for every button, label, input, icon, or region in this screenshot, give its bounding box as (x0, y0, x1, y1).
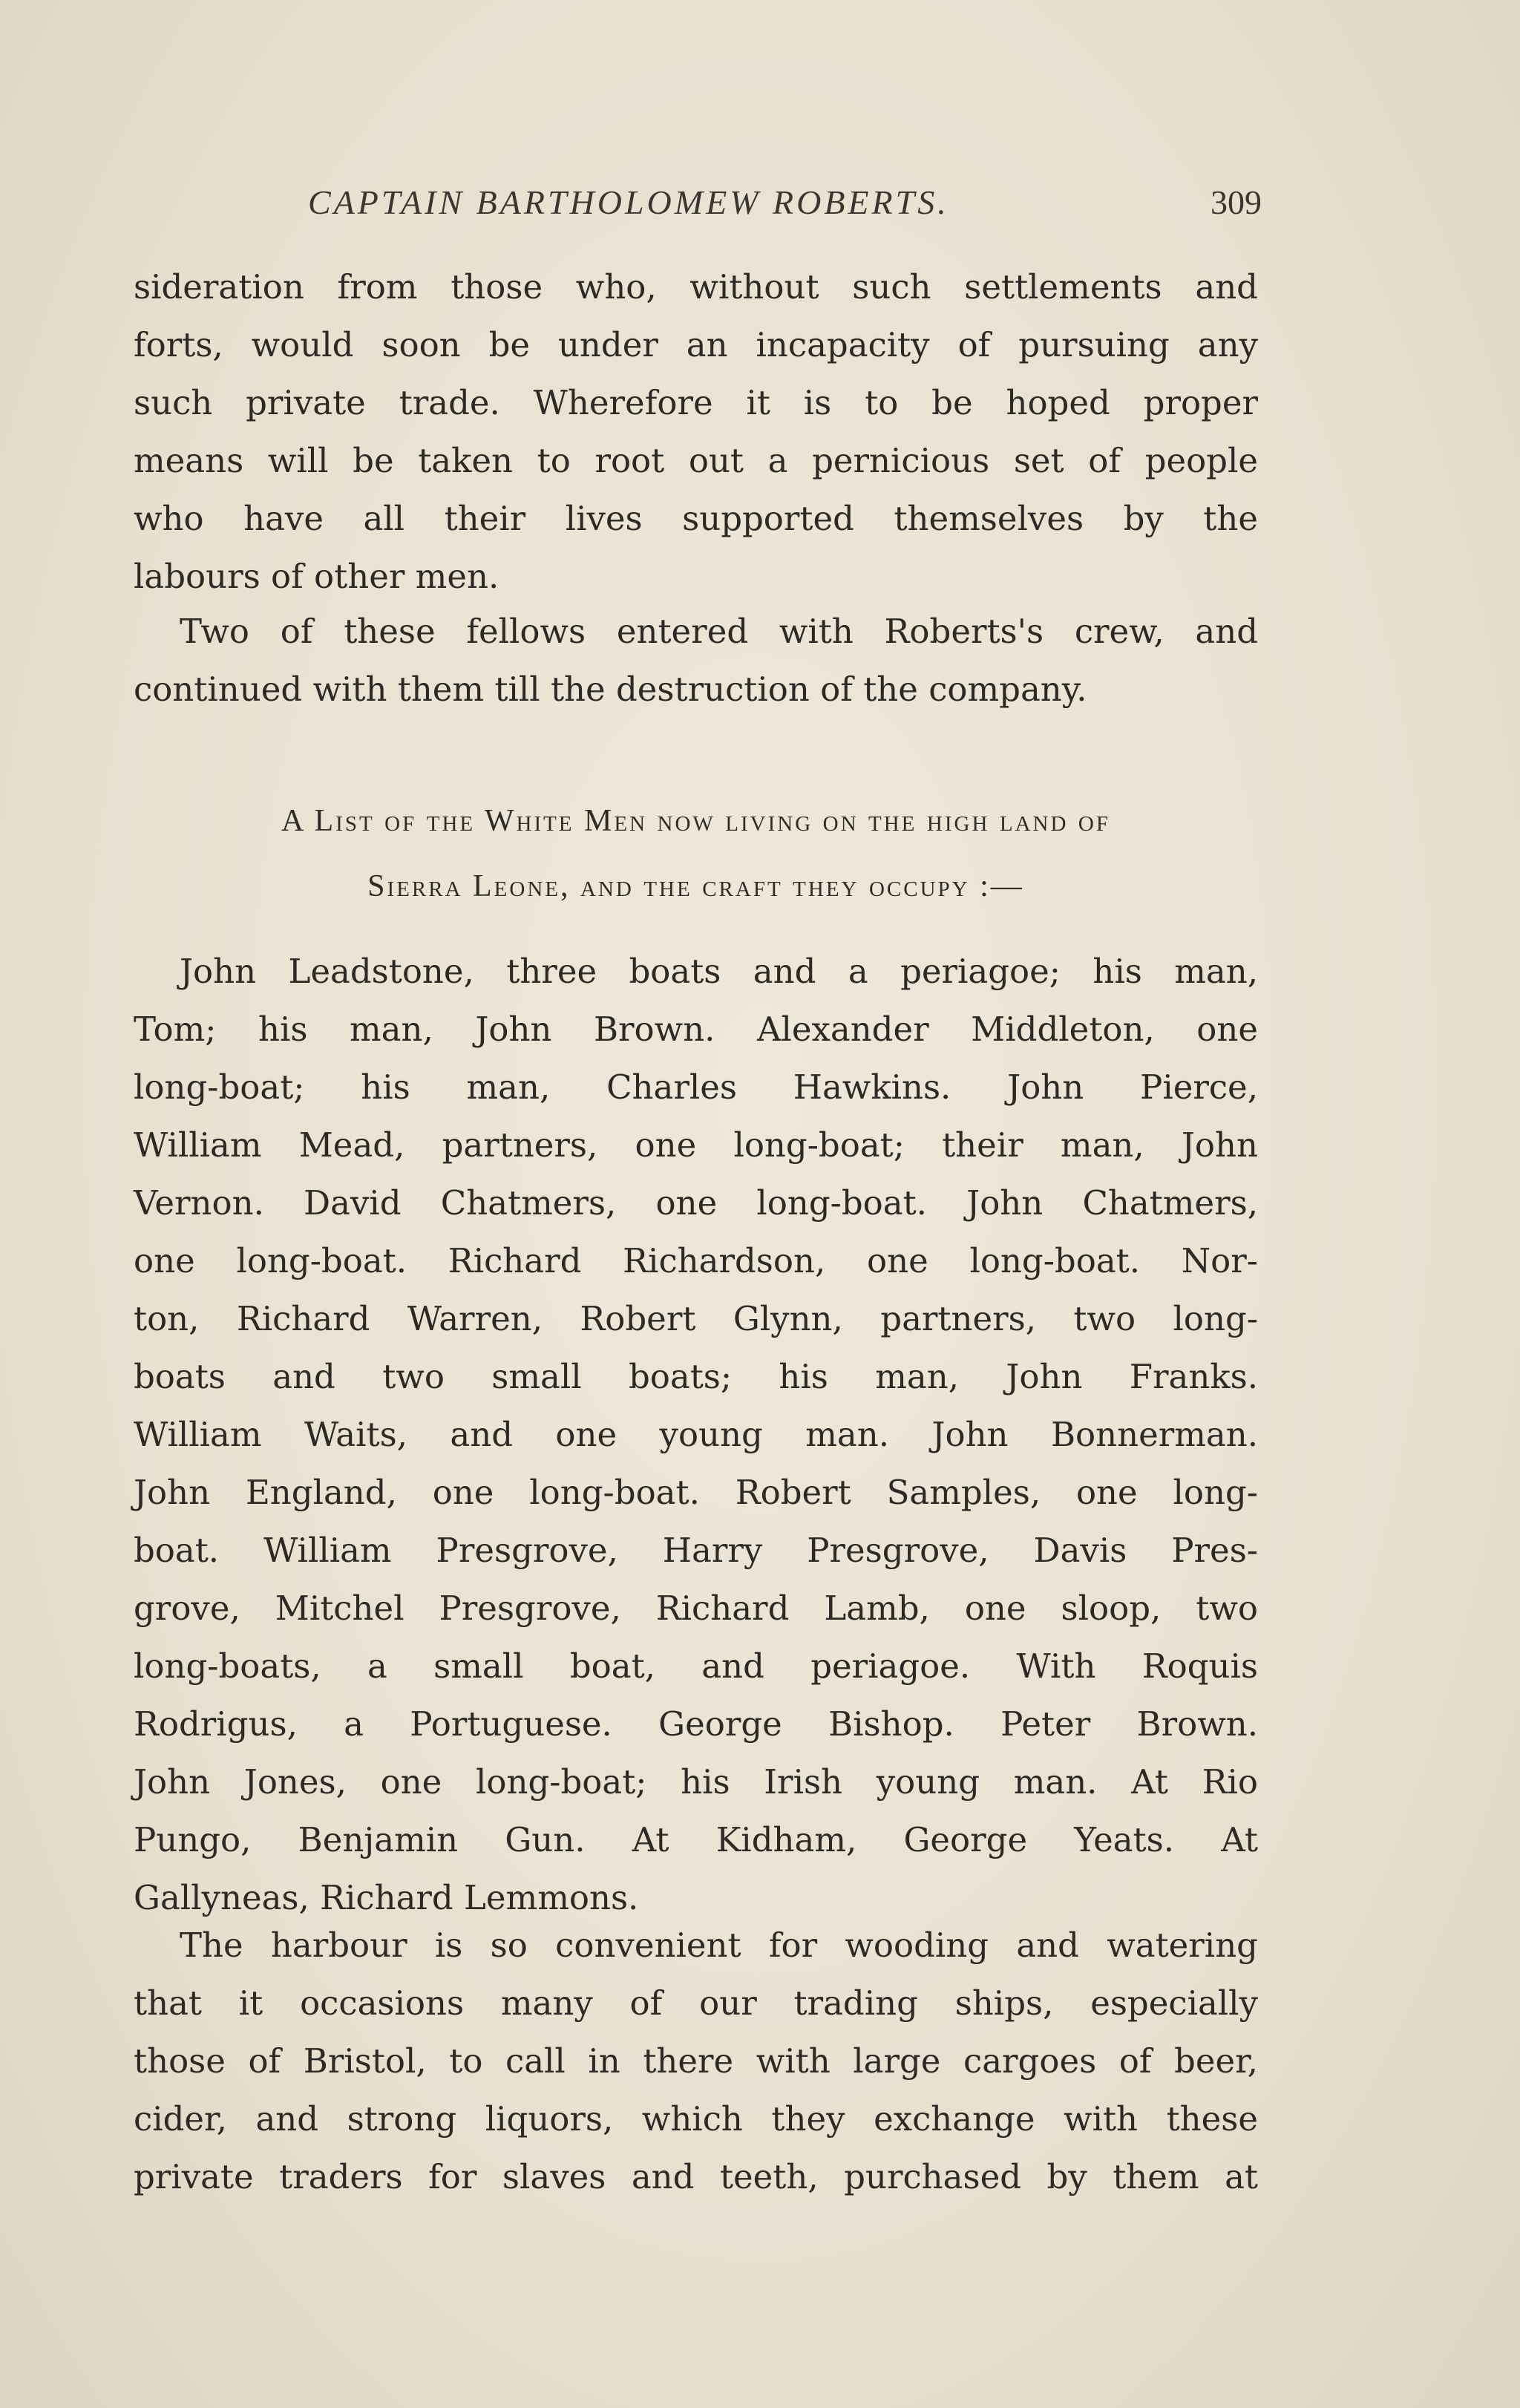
text-line: private traders for slaves and teeth, purchased by them at (134, 2157, 1258, 2196)
text-line: Gallyneas, Richard Lemmons. (134, 1878, 639, 1917)
text-line: William Mead, partners, one long-boat; their man, John (134, 1125, 1258, 1165)
running-head: CAPTAIN BARTHOLOMEW ROBERTS. (308, 183, 949, 221)
text-line: forts, would soon be under an incapacity of pursuing any (134, 325, 1258, 364)
text-line: labours of other men. (134, 557, 499, 596)
section-heading (134, 788, 1258, 919)
text-line: who have all their lives supported themselves by the (134, 499, 1258, 538)
paragraph-list-of-men (134, 943, 1258, 1927)
text-line: that it occasions many of our trading ships, especially (134, 1983, 1258, 2023)
text-line: William Waits, and one young man. John Bonnerman. (134, 1415, 1258, 1454)
text-line: Two of these fellows entered with Roberts's crew, and (180, 612, 1258, 651)
text-line: long-boats, a small boat, and periagoe. With Roquis (134, 1646, 1258, 1686)
text-line: such private trade. Wherefore it is to be hoped proper (134, 383, 1258, 422)
text-line: John Jones, one long-boat; his Irish young man. At Rio (134, 1762, 1258, 1802)
paragraph-harbour (134, 1917, 1258, 2206)
text-line: The harbour is so convenient for wooding and watering (180, 1926, 1258, 1965)
text-line: John Leadstone, three boats and a periagoe; his man, (180, 952, 1258, 991)
text-line: ton, Richard Warren, Robert Glynn, partners, two long- (134, 1299, 1258, 1338)
text-line: means will be taken to root out a pernicious set of people (134, 441, 1258, 480)
text-line: grove, Mitchel Presgrove, Richard Lamb, one sloop, two (134, 1589, 1258, 1628)
paragraph-roberts-crew (134, 603, 1258, 719)
text-line: those of Bristol, to call in there with large cargoes of beer, (134, 2041, 1258, 2081)
text-line: Tom; his man, John Brown. Alexander Middleton, one (134, 1010, 1258, 1049)
text-line: Pungo, Benjamin Gun. At Kidham, George Yeats. At (134, 1820, 1258, 1859)
text-line: Rodrigus, a Portuguese. George Bishop. Peter Brown. (134, 1704, 1258, 1744)
text-line: long-boat; his man, Charles Hawkins. John Pierce, (134, 1067, 1258, 1107)
heading-line: A List of the White Men now living on the high land of (281, 804, 1110, 838)
page-header (134, 178, 1262, 230)
text-line: one long-boat. Richard Richardson, one long-boat. Nor- (134, 1241, 1258, 1280)
text-line: cider, and strong liquors, which they exchange with these (134, 2099, 1258, 2139)
page-number: 309 (1211, 183, 1262, 221)
paragraph-continued (134, 258, 1258, 606)
text-line: continued with them till the destruction of the company. (134, 670, 1087, 709)
heading-line: Sierra Leone, and the craft they occupy :— (367, 869, 1024, 903)
text-line: boats and two small boats; his man, John Franks. (134, 1357, 1258, 1396)
text-line: Vernon. David Chatmers, one long-boat. John Chatmers, (134, 1183, 1258, 1223)
text-line: boat. William Presgrove, Harry Presgrove, Davis Pres- (134, 1531, 1258, 1570)
text-line: John England, one long-boat. Robert Samples, one long- (134, 1473, 1258, 1512)
text-line: sideration from those who, without such settlements and (134, 267, 1258, 307)
